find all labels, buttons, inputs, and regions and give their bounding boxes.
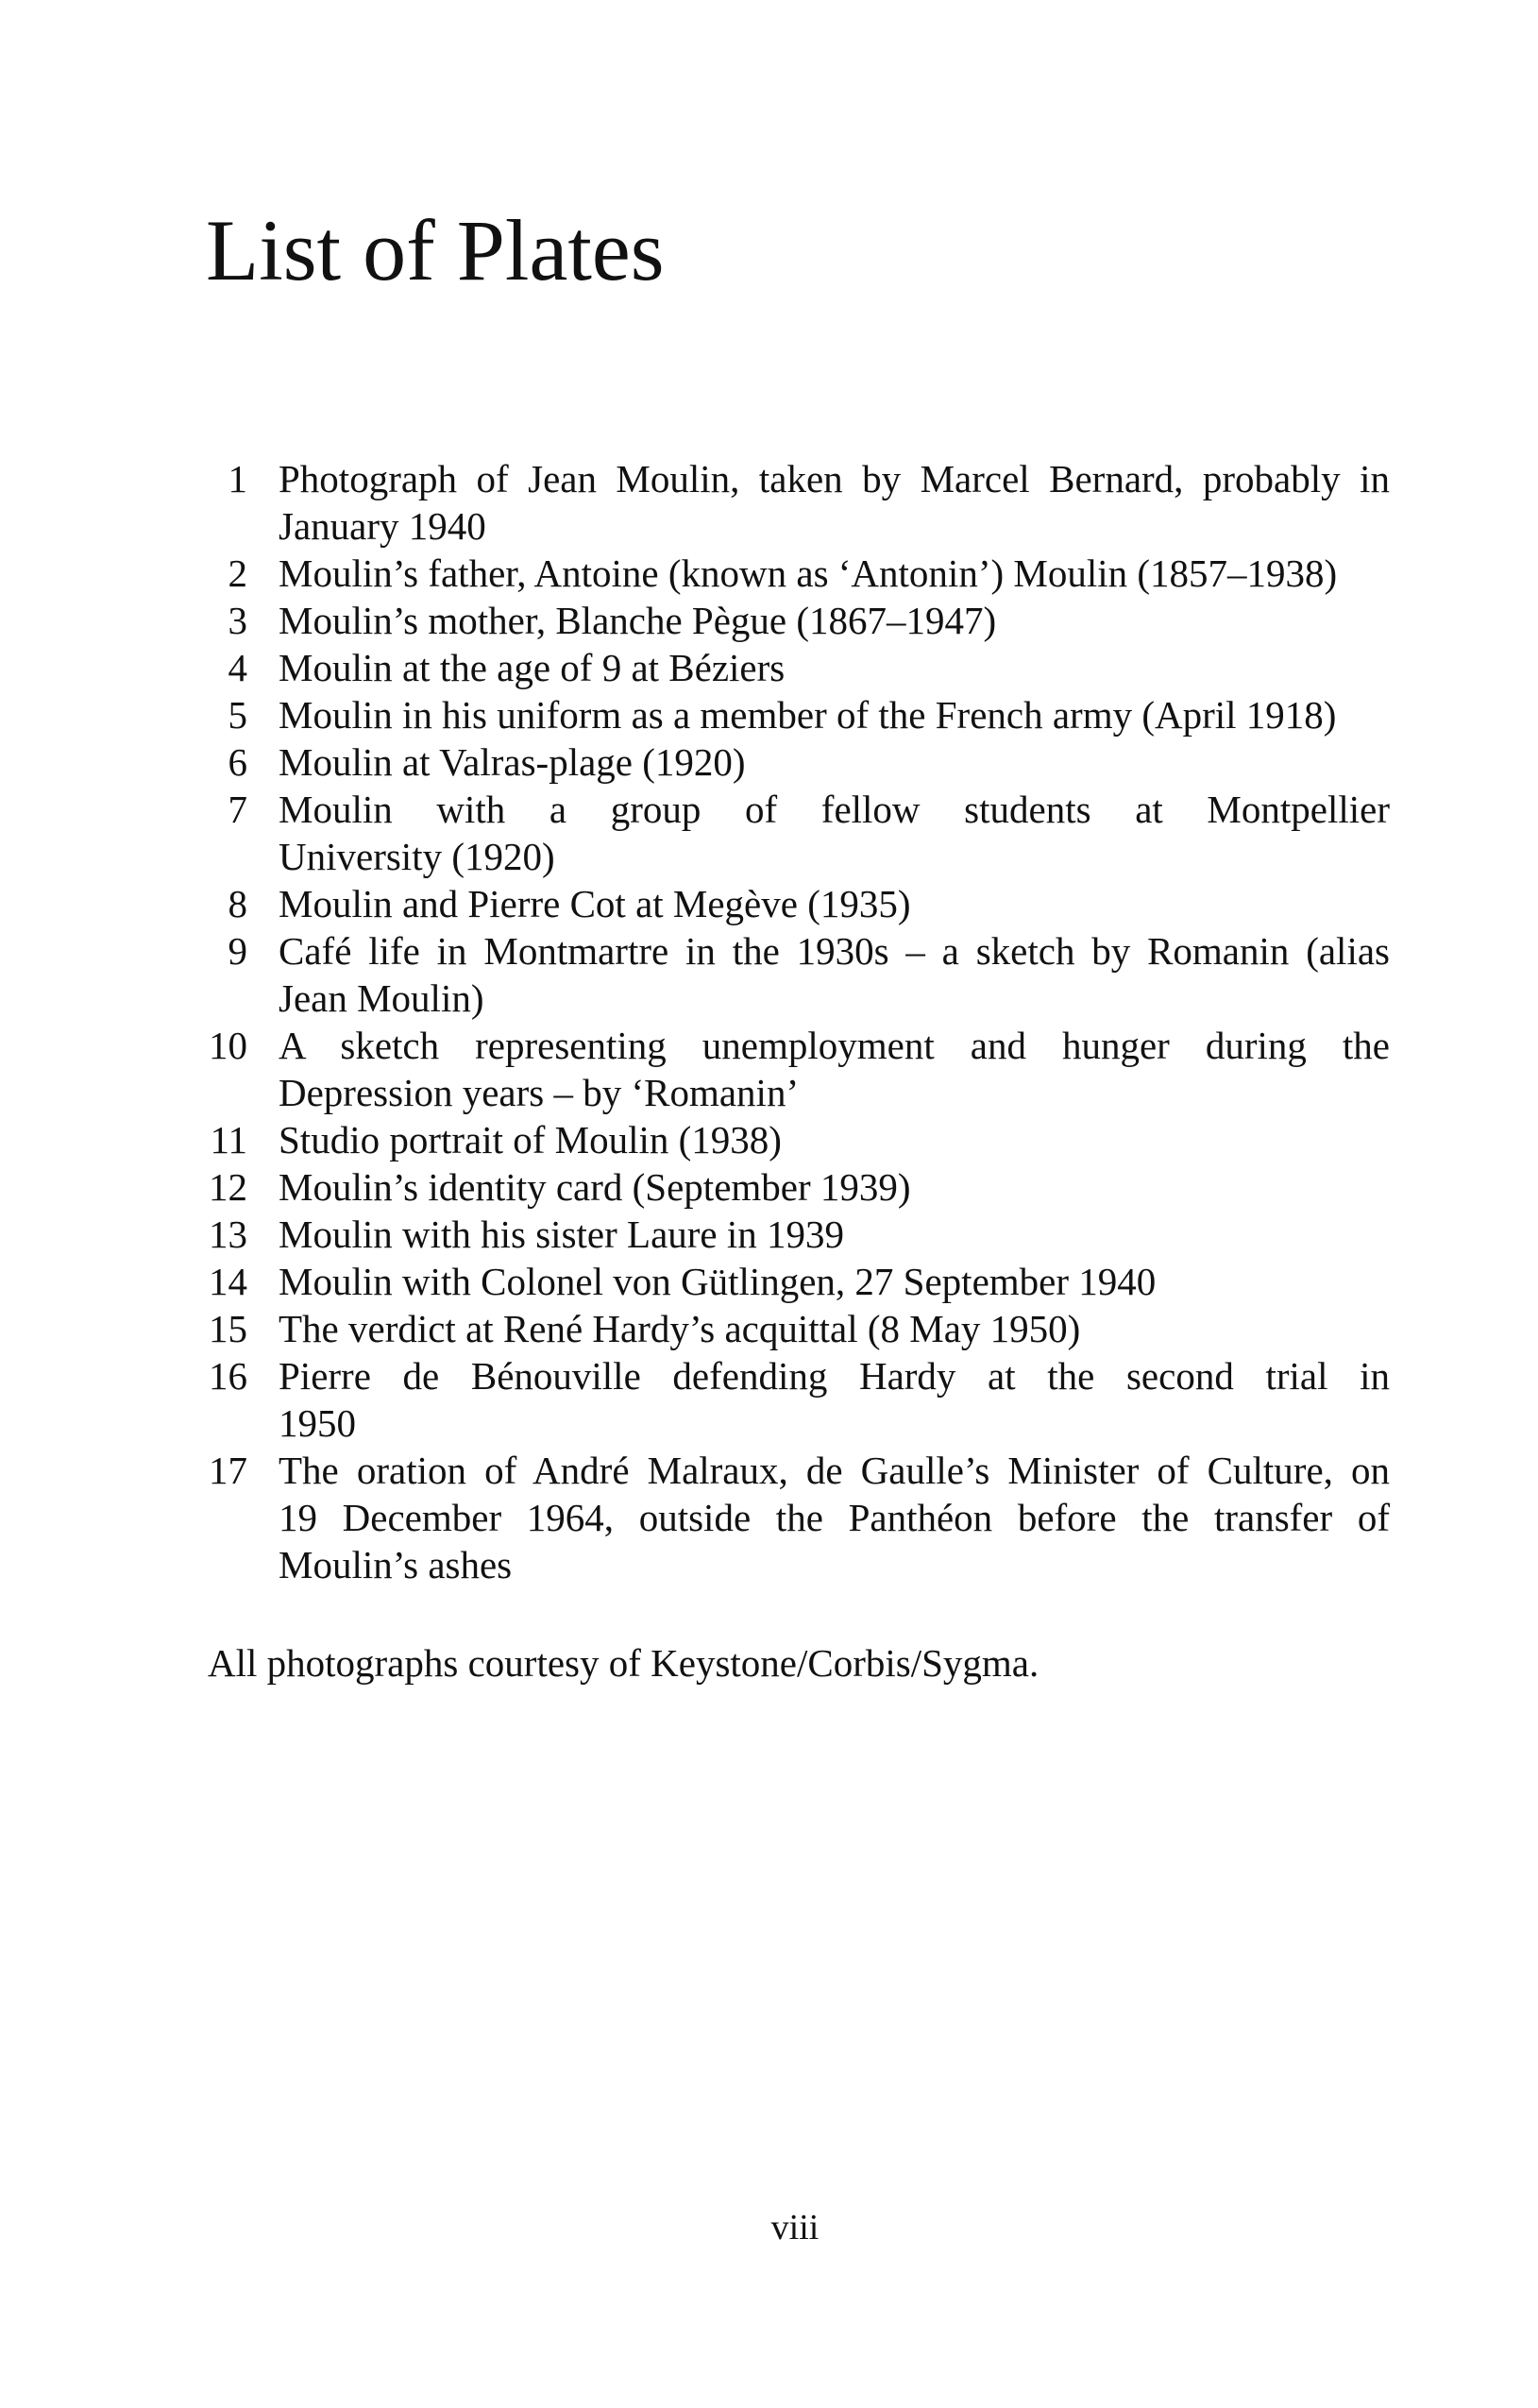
plate-item bbox=[189, 1447, 1390, 1588]
plate-number: 13 bbox=[209, 1212, 247, 1256]
plate-item bbox=[189, 1022, 1390, 1116]
plate-number: 12 bbox=[209, 1165, 247, 1209]
plate-number: 3 bbox=[228, 599, 247, 642]
plate-caption-line: Moulin at Valras-plage (1920) bbox=[279, 740, 746, 784]
plate-caption-line: Moulin at the age of 9 at Béziers bbox=[279, 646, 786, 689]
plate-caption-line: Moulin’s ashes bbox=[279, 1543, 513, 1586]
plate-caption bbox=[279, 455, 1390, 550]
plate-caption bbox=[279, 786, 1390, 880]
plate-caption bbox=[279, 644, 1390, 691]
plate-caption-line: Moulin and Pierre Cot at Megève (1935) bbox=[279, 882, 911, 925]
plate-caption-line: 19 December 1964, outside the Panthéon before the transfer of bbox=[279, 1496, 1390, 1539]
plate-number: 8 bbox=[228, 882, 247, 925]
plate-caption-line: 1950 bbox=[279, 1401, 356, 1445]
plate-caption bbox=[279, 880, 1390, 927]
plate-number: 17 bbox=[209, 1449, 247, 1492]
plate-item bbox=[189, 1211, 1390, 1258]
plate-item bbox=[189, 1352, 1390, 1447]
photo-credit: All photographs courtesy of Keystone/Corbis/Sygma. bbox=[208, 1641, 1039, 1685]
plate-caption bbox=[279, 1258, 1390, 1305]
plates-list bbox=[189, 455, 1390, 1588]
plate-item bbox=[189, 1116, 1390, 1163]
plate-caption bbox=[279, 597, 1390, 644]
plate-caption-line: The oration of André Malraux, de Gaulle’s Minister of Culture, on bbox=[279, 1449, 1390, 1492]
plate-item bbox=[189, 550, 1390, 597]
plate-caption bbox=[279, 1447, 1390, 1588]
plate-number: 5 bbox=[228, 693, 247, 737]
plate-caption-line: Photograph of Jean Moulin, taken by Marcel Bernard, probably in bbox=[279, 457, 1390, 500]
plate-item bbox=[189, 738, 1390, 786]
plate-item bbox=[189, 1258, 1390, 1305]
plate-caption-line: Moulin with his sister Laure in 1939 bbox=[279, 1212, 845, 1256]
plate-number: 4 bbox=[228, 646, 247, 689]
plate-number: 10 bbox=[209, 1024, 247, 1067]
plate-item bbox=[189, 455, 1390, 550]
plate-number: 1 bbox=[228, 457, 247, 500]
page-title: List of Plates bbox=[206, 202, 665, 298]
plate-number: 16 bbox=[209, 1354, 247, 1398]
plate-item bbox=[189, 1305, 1390, 1352]
plate-item bbox=[189, 1163, 1390, 1211]
plate-caption-line: Pierre de Bénouville defending Hardy at the second trial in bbox=[279, 1354, 1390, 1398]
plate-caption-line: A sketch representing unemployment and hunger during the bbox=[279, 1024, 1390, 1067]
plate-caption bbox=[279, 1352, 1390, 1447]
plate-number: 11 bbox=[210, 1118, 247, 1162]
plate-caption bbox=[279, 927, 1390, 1022]
plate-caption-line: Café life in Montmartre in the 1930s – a sketch by Romanin (alias bbox=[279, 929, 1390, 973]
plate-caption-line: Depression years – by ‘Romanin’ bbox=[279, 1071, 800, 1114]
plate-caption bbox=[279, 1022, 1390, 1116]
plate-number: 7 bbox=[228, 788, 247, 831]
plate-caption-line: Jean Moulin) bbox=[279, 976, 484, 1020]
plate-number: 9 bbox=[228, 929, 247, 973]
plate-caption bbox=[279, 738, 1390, 786]
plate-item bbox=[189, 644, 1390, 691]
plate-number: 14 bbox=[209, 1260, 247, 1303]
plate-caption-line: Moulin’s father, Antoine (known as ‘Antonin’) Moulin (1857–1938) bbox=[279, 551, 1338, 595]
plate-caption bbox=[279, 1211, 1390, 1258]
plate-caption bbox=[279, 691, 1390, 738]
plate-caption-line: Studio portrait of Moulin (1938) bbox=[279, 1118, 782, 1162]
plate-caption bbox=[279, 550, 1390, 597]
plate-caption-line: University (1920) bbox=[279, 835, 555, 878]
plate-caption bbox=[279, 1116, 1390, 1163]
plate-caption-line: Moulin’s identity card (September 1939) bbox=[279, 1165, 911, 1209]
plate-number: 6 bbox=[228, 740, 247, 784]
plate-caption-line: January 1940 bbox=[279, 504, 486, 548]
plate-caption-line: The verdict at René Hardy’s acquittal (8 May 1950) bbox=[279, 1307, 1081, 1350]
plate-number: 2 bbox=[228, 551, 247, 595]
plate-item bbox=[189, 597, 1390, 644]
plate-item bbox=[189, 927, 1390, 1022]
plate-caption-line: Moulin in his uniform as a member of the French army (April 1918) bbox=[279, 693, 1337, 737]
page-number: viii bbox=[770, 2208, 820, 2247]
plate-caption-line: Moulin with Colonel von Gütlingen, 27 September 1940 bbox=[279, 1260, 1157, 1303]
plate-item bbox=[189, 691, 1390, 738]
plate-caption-line: Moulin’s mother, Blanche Pègue (1867–1947) bbox=[279, 599, 997, 642]
plate-caption bbox=[279, 1305, 1390, 1352]
plate-item bbox=[189, 880, 1390, 927]
plate-number: 15 bbox=[209, 1307, 247, 1350]
plate-item bbox=[189, 786, 1390, 880]
plate-caption bbox=[279, 1163, 1390, 1211]
plate-caption-line: Moulin with a group of fellow students at Montpellier bbox=[279, 788, 1390, 831]
